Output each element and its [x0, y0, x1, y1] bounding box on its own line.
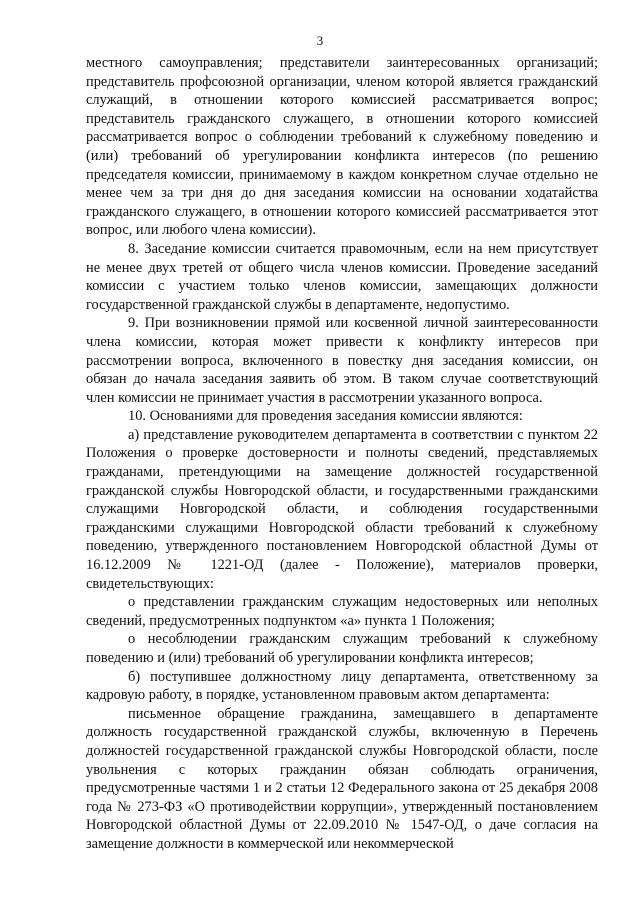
paragraph-subitem-a: а) представление руководителем департамента в соответствии с пунктом 22 Положения о проверке достоверности и полноты сведений, представляемых гражданами, претендующими на замещение должностей государственной гражданской службы Новгородской области, и государственными гражданскими служащими Новгородской области, и соблюдения государственными гражданскими служащими Новгородской области требований к служебному поведению, утвержденного постановлением Новгородской областной Думы от 16.12.2009 № 1221-ОД (далее - Положение), материалов проверки, свидетельствующих:: [86, 426, 598, 592]
paragraph-item-8: 8. Заседание комиссии считается правомочным, если на нем присутствует не менее двух третей от общего числа членов комиссии. Проведение заседаний комиссии с участием только членов комиссии, замещающих должности государственной гражданской службы в департаменте, недопустимо.: [86, 240, 598, 313]
paragraph-subitem-b-clause-1: письменное обращение гражданина, замещавшего в департаменте должность государственной гражданской службы, включенную в Перечень должностей государственной гражданской службы Новгородской области, после увольнения с которых гражданин обязан соблюдать ограничения, предусмотренные частями 1 и 2 статьи 12 Федерального закона от 25 декабря 2008 года № 273-ФЗ «О противодействии коррупции», утвержденный постановлением Новгородской областной Думы от 22.09.2010 № 1547-ОД, о даче согласия на замещение должности в коммерческой или некоммерческой: [86, 705, 598, 852]
page-number: 3: [316, 33, 324, 48]
paragraph-continuation: местного самоуправления; представители заинтересованных организаций; представитель профсоюзной организации, членом которой является гражданский служащий, в отношении которого комиссией рассматривается вопрос; представитель гражданского служащего, в отношении которого комиссией рассматривается вопрос о соблюдении требований к служебному поведению и (или) требований об урегулировании конфликта интересов (по решению председателя комиссии, принимаемому в каждом конкретном случае отдельно не менее чем за три дня до дня заседания комиссии на основании ходатайства гражданского служащего, в отношении которого комиссией рассматривается этот вопрос, или любого члена комиссии).: [86, 55, 598, 239]
paragraph-item-10: 10. Основаниями для проведения заседания комиссии являются:: [128, 408, 523, 425]
paragraph-subitem-b: б) поступившее должностному лицу департамента, ответственному за кадровую работу, в порядке, установленном правовым актом департамента:: [86, 668, 598, 704]
paragraph-subitem-a-clause-2: о несоблюдении гражданским служащим требований к служебному поведению и (или) требований об урегулировании конфликта интересов;: [86, 631, 598, 666]
document-body: [86, 54, 598, 854]
paragraph-item-9: 9. При возникновении прямой или косвенной личной заинтересованности члена комиссии, которая может привести к конфликту интересов при рассмотрении вопроса, включенного в повестку дня заседания комиссии, он обязан до начала заседания заявить об этом. В таком случае соответствующий член комиссии не принимает участия в рассмотрении указанного вопроса.: [86, 315, 598, 406]
paragraph-subitem-a-clause-1: о представлении гражданским служащим недостоверных или неполных сведений, предусмотренных подпунктом «а» пункта 1 Положения;: [86, 594, 598, 629]
